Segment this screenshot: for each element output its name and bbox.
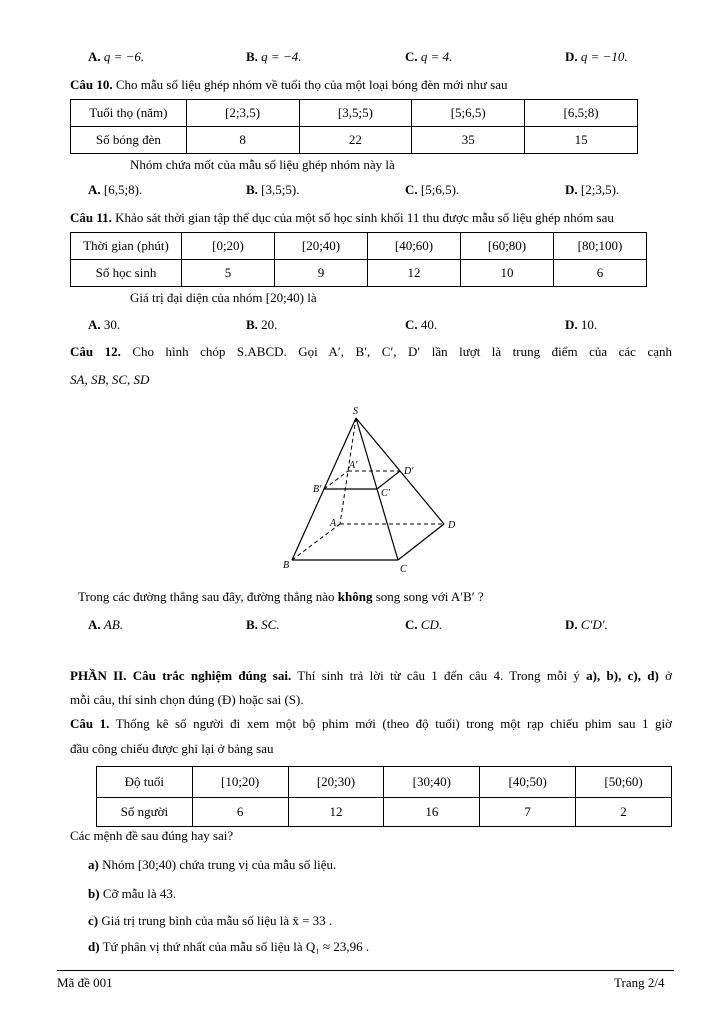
q9-option-c: C. q = 4. <box>405 49 453 64</box>
label-c: C <box>400 564 407 575</box>
label-d1: D′ <box>404 466 414 477</box>
q11-option-b: B. 20. <box>246 317 278 332</box>
label-c1: C′ <box>381 488 390 499</box>
q11-table <box>70 232 647 287</box>
q9-options <box>88 49 648 67</box>
q11-option-c: C. 40. <box>405 317 438 332</box>
q10-option-d: D. [2;3,5). <box>565 182 620 197</box>
table-cell: 12 <box>368 260 461 287</box>
table-cell: [0;20) <box>182 233 275 260</box>
q12-stem-line2: SA, SB, SC, SD <box>70 372 150 387</box>
table-cell: 8 <box>186 127 299 154</box>
table-cell: Tuổi thọ (năm) <box>71 100 187 127</box>
p2q1-stem-line1: Câu 1. Thống kê số người đi xem một bộ phim mới (theo độ tuổi) trong một rạp chiếu phim sau 1 giờ <box>70 716 673 731</box>
table-cell: 22 <box>299 127 412 154</box>
p2q1-item-a: a) Nhóm [30;40) chứa trung vị của mẫu số liệu. <box>88 857 337 872</box>
q10-stem: Câu 10. Cho mẫu số liệu ghép nhóm về tuổi thọ của một loại bóng đèn mới như sau <box>70 77 508 92</box>
table-cell: [3,5;5) <box>299 100 412 127</box>
table-row <box>71 233 647 260</box>
footer-rule <box>57 970 674 971</box>
table-cell: [2;3,5) <box>186 100 299 127</box>
q9-option-d: D. q = −10. <box>565 49 628 64</box>
table-cell: Thời gian (phút) <box>71 233 182 260</box>
table-cell: 6 <box>554 260 647 287</box>
q12-stem-line1: Câu 12. Cho hình chóp S.ABCD. Gọi A′, B′, C′, D′ lần lượt là trung điểm của các cạnh <box>70 344 672 359</box>
table-cell: Số bóng đèn <box>71 127 187 154</box>
table-cell: 7 <box>480 798 576 827</box>
table-cell: Số người <box>97 798 193 827</box>
table-cell: 15 <box>525 127 638 154</box>
q11-option-d: D. 10. <box>565 317 598 332</box>
p2q1-item-c: c) Giá trị trung bình của mẫu số liệu là x̄ = 33 . <box>88 913 333 928</box>
table-cell: [60;80) <box>461 233 554 260</box>
table-row <box>71 260 647 287</box>
p2q1-item-b: b) Cỡ mẫu là 43. <box>88 886 177 901</box>
q11-options <box>88 317 648 335</box>
q10-question: Nhóm chứa mốt của mẫu số liệu ghép nhóm này là <box>130 157 395 172</box>
table-cell: [50;60) <box>576 767 672 798</box>
q12-option-d: D. C′D′. <box>565 617 608 632</box>
footer-exam-code: Mã đề 001 <box>57 975 113 990</box>
q11-stem: Câu 11. Khảo sát thời gian tập thể dục của một số học sinh khối 11 thu được mẫu số liệu ghép nhóm sau <box>70 210 614 225</box>
q11-question: Giá trị đại diện của nhóm [20;40) là <box>130 290 317 305</box>
table-row <box>71 100 638 127</box>
table-cell: 2 <box>576 798 672 827</box>
p2q1-table <box>96 766 672 827</box>
table-cell: Độ tuổi <box>97 767 193 798</box>
q9-option-a: A. q = −6. <box>88 49 145 64</box>
label-a1: A′ <box>349 460 358 471</box>
table-cell: 35 <box>412 127 525 154</box>
table-cell: [20;40) <box>275 233 368 260</box>
footer-page-number: Trang 2/4 <box>614 975 665 990</box>
table-cell: [40;60) <box>368 233 461 260</box>
p2q1-question: Các mệnh đề sau đúng hay sai? <box>70 828 234 843</box>
table-cell: 12 <box>288 798 384 827</box>
q12-options <box>88 617 648 635</box>
table-cell: [40;50) <box>480 767 576 798</box>
label-b1: B′ <box>313 484 322 495</box>
table-cell: 9 <box>275 260 368 287</box>
table-cell: 10 <box>461 260 554 287</box>
q10-table <box>70 99 638 154</box>
table-cell: [20;30) <box>288 767 384 798</box>
p2q1-item-d: d) Tứ phân vị thứ nhất của mẫu số liệu là Q₁ ≈ 23,96 . <box>88 939 370 954</box>
pyramid-figure <box>280 400 465 580</box>
table-row <box>97 767 672 798</box>
table-cell: 6 <box>192 798 288 827</box>
q10-options <box>88 182 648 200</box>
q12-option-c: C. CD. <box>405 617 443 632</box>
table-cell: 5 <box>182 260 275 287</box>
q9-option-b: B. q = −4. <box>246 49 302 64</box>
q12-question: Trong các đường thẳng sau đây, đường thẳng nào không song song với A′B′ ? <box>78 589 484 604</box>
table-cell: [5;6,5) <box>412 100 525 127</box>
label-s: S <box>353 406 358 417</box>
q10-option-c: C. [5;6,5). <box>405 182 460 197</box>
label-b: B <box>283 560 290 571</box>
q10-option-a: A. [6,5;8). <box>88 182 143 197</box>
table-cell: 16 <box>384 798 480 827</box>
table-row <box>97 798 672 827</box>
p2q1-stem-line2: đầu công chiếu được ghi lại ở bảng sau <box>70 741 274 756</box>
table-cell: [80;100) <box>554 233 647 260</box>
part2-heading-line1: PHẦN II. Câu trắc nghiệm đúng sai. Thí sinh trả lời từ câu 1 đến câu 4. Trong mỗi ý a), b), c), d) ở <box>70 668 673 683</box>
table-cell: [6,5;8) <box>525 100 638 127</box>
table-cell: Số học sinh <box>71 260 182 287</box>
q11-option-a: A. 30. <box>88 317 121 332</box>
label-d: D <box>448 520 456 531</box>
q12-option-a: A. AB. <box>88 617 124 632</box>
part2-heading-line2: mỗi câu, thí sinh chọn đúng (Đ) hoặc sai (S). <box>70 692 304 707</box>
table-cell: [30;40) <box>384 767 480 798</box>
q10-option-b: B. [3,5;5). <box>246 182 300 197</box>
q12-option-b: B. SC. <box>246 617 280 632</box>
table-row <box>71 127 638 154</box>
table-cell: [10;20) <box>192 767 288 798</box>
label-a: A <box>330 518 337 529</box>
